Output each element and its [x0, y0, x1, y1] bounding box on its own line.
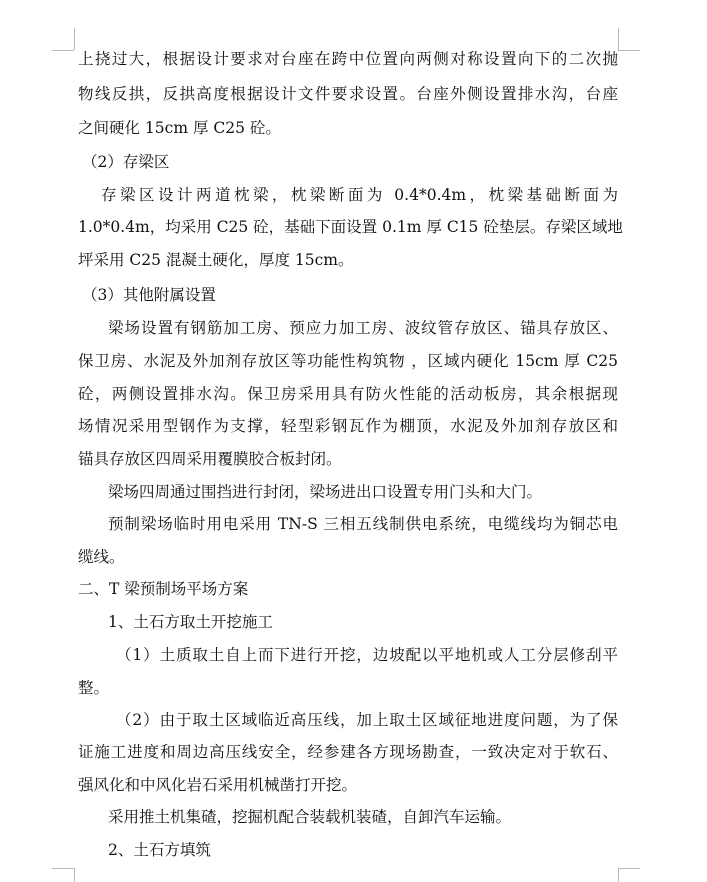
subsection-heading: 1、土石方取土开挖施工	[108, 613, 273, 631]
crop-mark-top-right	[618, 50, 640, 51]
crop-mark-bottom-right	[618, 868, 640, 869]
paragraph-line: 存梁区设计两道枕梁，枕梁断面为 0.4*0.4m，枕梁基础断面为	[101, 186, 618, 204]
paragraph-line: 采用推土机集碴，挖掘机配合装载机装碴，自卸汽车运输。	[108, 808, 512, 826]
paragraph-line: 强风化和中风化岩石采用机械凿打开挖。	[78, 776, 358, 794]
crop-mark-bottom-right	[618, 868, 619, 882]
paragraph-line: 之间硬化 15cm 厚 C25 砼。	[78, 119, 281, 137]
paragraph-line: （1）土质取土自上而下进行开挖，边坡配以平地机或人工分层修刮平	[116, 646, 618, 664]
crop-mark-bottom-left	[74, 868, 75, 882]
paragraph-line: 预制梁场临时用电采用 TN-S 三相五线制供电系统，电缆线均为铜芯电	[108, 515, 618, 533]
paragraph-line: 整。	[78, 679, 110, 697]
crop-mark-bottom-left	[52, 868, 74, 869]
paragraph-line: 砼，两侧设置排水沟。保卫房采用具有防火性能的活动板房，其余根据现	[78, 385, 618, 403]
crop-mark-top-left	[52, 50, 74, 51]
paragraph-line: 梁场四周通过围挡进行封闭，梁场进出口设置专用门头和大门。	[108, 483, 543, 501]
paragraph-line: 缆线。	[78, 548, 125, 566]
paragraph-line: 上挠过大，根据设计要求对台座在跨中位置向两侧对称设置向下的二次抛	[78, 50, 618, 68]
paragraph-line: 梁场设置有钢筋加工房、预应力加工房、波纹管存放区、锚具存放区、	[108, 319, 618, 337]
paragraph-line: 场情况采用型钢作为支撑，轻型彩钢瓦作为棚顶，水泥及外加剂存放区和	[78, 417, 618, 435]
paragraph-line: 锚具存放区四周采用覆膜胶合板封闭。	[78, 450, 342, 468]
subsection-heading: 2、土石方填筑	[108, 841, 211, 859]
paragraph-line: 物线反拱，反拱高度根据设计文件要求设置。台座外侧设置排水沟，台座	[78, 85, 618, 103]
section-heading: （2）存梁区	[82, 153, 170, 171]
crop-mark-top-right	[618, 28, 619, 50]
paragraph-line: 坪采用 C25 混凝土硬化，厚度 15cm。	[78, 251, 354, 269]
paragraph-line: 证施工进度和周边高压线安全，经参建各方现场勘查，一致决定对于软石、	[78, 743, 618, 761]
crop-mark-top-left	[74, 28, 75, 50]
paragraph-line: 1.0*0.4m，均采用 C25 砼，基础下面设置 0.1m 厚 C15 砼垫层。存梁区域地	[78, 218, 623, 236]
section-heading: （3）其他附属设置	[82, 286, 216, 304]
paragraph-line: 保卫房、水泥及外加剂存放区等功能性构筑物 ，区域内硬化 15cm 厚 C25	[78, 352, 618, 370]
section-heading: 二、T 梁预制场平场方案	[78, 580, 249, 598]
paragraph-line: （2）由于取土区域临近高压线，加上取土区域征地进度问题，为了保	[116, 711, 618, 729]
